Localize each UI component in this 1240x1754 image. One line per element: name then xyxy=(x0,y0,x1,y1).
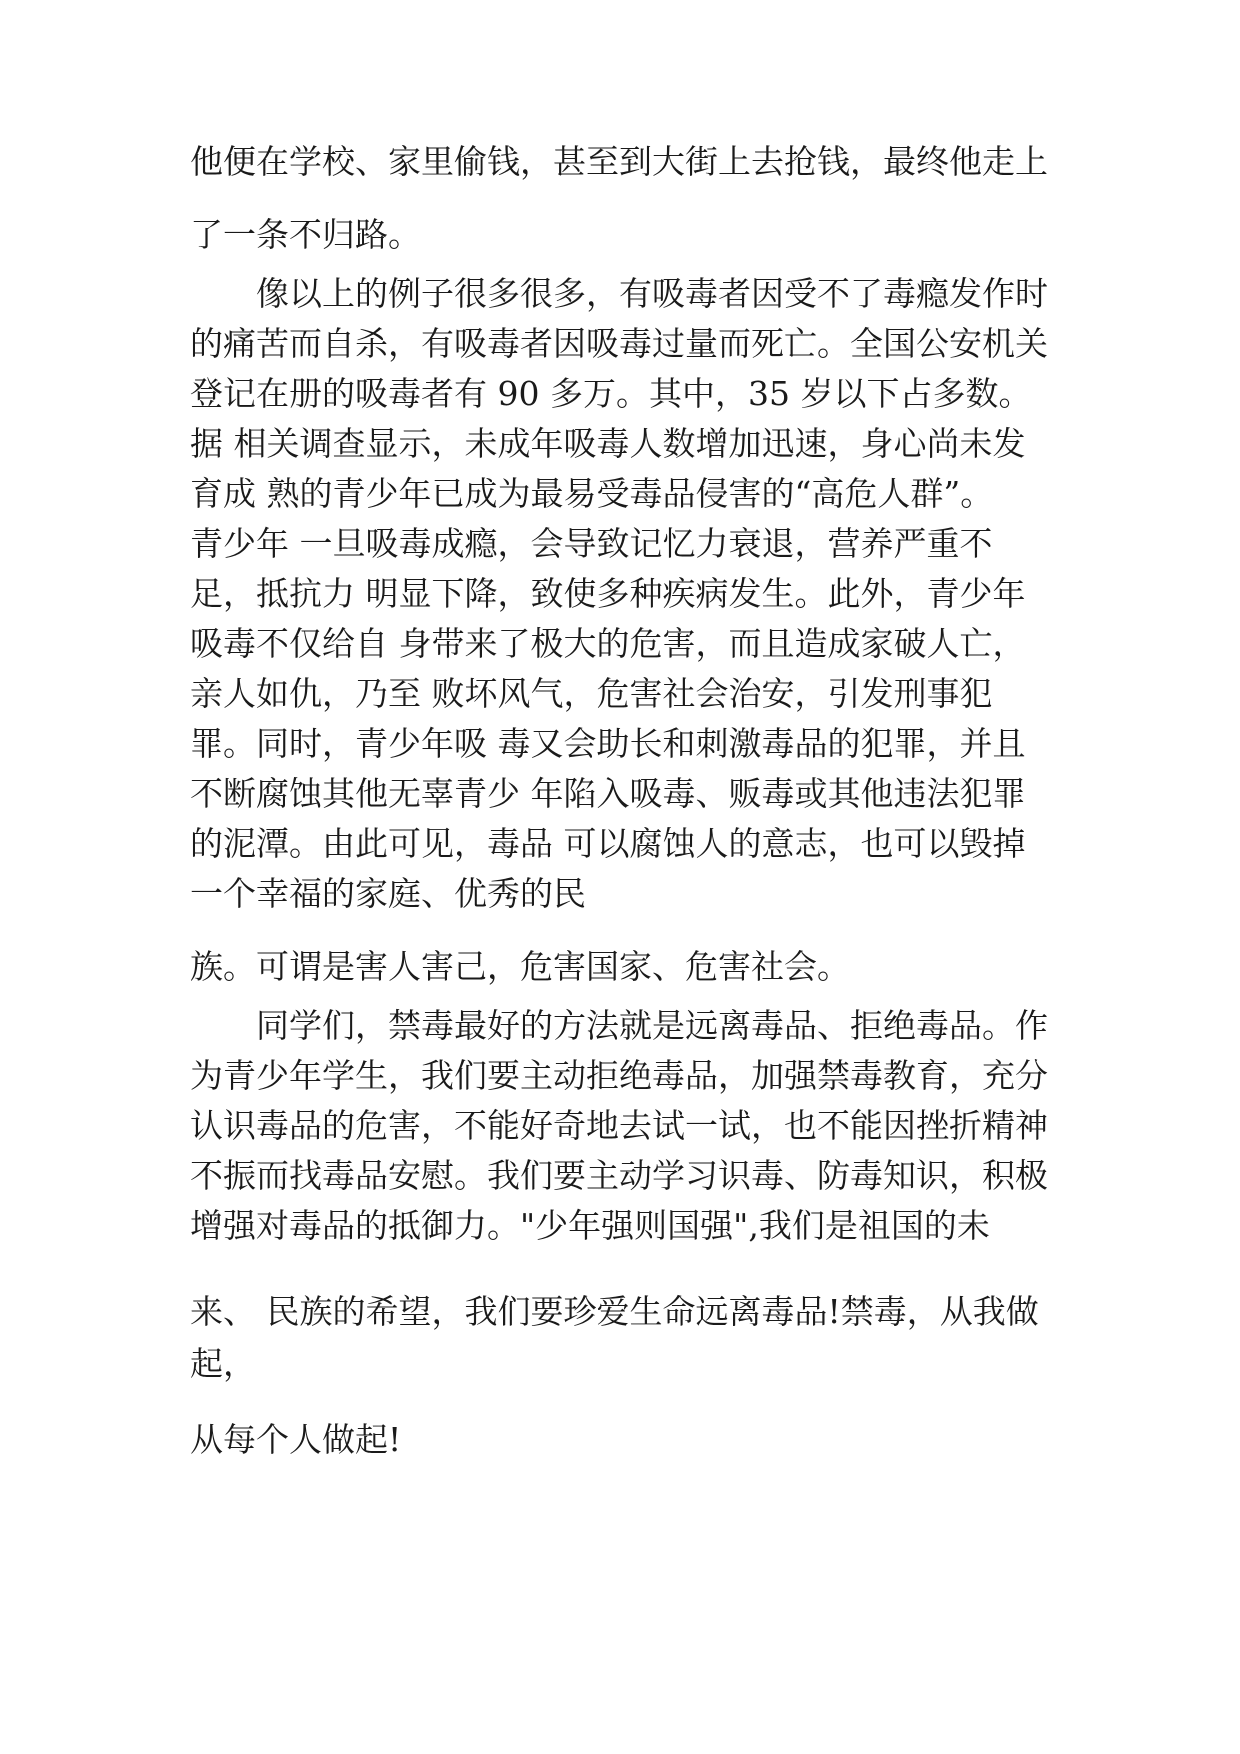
text-line: 据 相关调查显示，未成年吸毒人数增加迅速，身心尚未发 xyxy=(190,424,1026,463)
text-line: 育成 熟的青少年已成为最易受毒品侵害的“高危人群”。 xyxy=(190,474,994,513)
text-line: 认识毒品的危害，不能好奇地去试一试，也不能因挫折精神 xyxy=(190,1106,1048,1145)
text-line: 足，抵抗力 明显下降，致使多种疾病发生。此外，青少年 xyxy=(190,574,1026,613)
text-line: 像以上的例子很多很多，有吸毒者因受不了毒瘾发作时 xyxy=(190,274,1048,313)
text-line: 同学们，禁毒最好的方法就是远离毒品、拒绝毒品。作 xyxy=(190,1006,1048,1045)
text-line: 不振而找毒品安慰。我们要主动学习识毒、防毒知识，积极 xyxy=(190,1156,1048,1195)
text-line: 了一条不归路。 xyxy=(190,215,421,254)
text-line: 为青少年学生，我们要主动拒绝毒品，加强禁毒教育，充分 xyxy=(190,1056,1048,1095)
text-line: 的痛苦而自杀，有吸毒者因吸毒过量而死亡。全国公安机关 xyxy=(190,324,1048,363)
text-line: 青少年 一旦吸毒成瘾，会导致记忆力衰退，营养严重不 xyxy=(190,524,993,563)
text-line: 不断腐蚀其他无辜青少 年陷入吸毒、贩毒或其他违法犯罪 xyxy=(190,774,1026,813)
text-line: 增强对毒品的抵御力。"少年强则国强",我们是祖国的未 xyxy=(190,1206,990,1245)
text-line: 起， xyxy=(190,1344,256,1383)
text-line: 登记在册的吸毒者有 90 多万。其中，35 岁以下占多数。 xyxy=(190,374,1032,413)
text-line: 吸毒不仅给自 身带来了极大的危害，而且造成家破人亡， xyxy=(190,624,1026,663)
text-line: 的泥潭。由此可见，毒品 可以腐蚀人的意志，也可以毁掉 xyxy=(190,824,1026,863)
text-line: 来、 民族的希望，我们要珍爱生命远离毒品!禁毒，从我做 xyxy=(190,1292,1039,1331)
text-line: 从每个人做起! xyxy=(190,1420,402,1459)
text-line: 族。可谓是害人害己，危害国家、危害社会。 xyxy=(190,947,850,986)
text-line: 罪。同时，青少年吸 毒又会助长和刺激毒品的犯罪，并且 xyxy=(190,724,1026,763)
text-line: 一个幸福的家庭、优秀的民 xyxy=(190,874,586,913)
text-line: 他便在学校、家里偷钱，甚至到大街上去抢钱，最终他走上 xyxy=(190,142,1048,181)
text-line: 亲人如仇，乃至 败坏风气，危害社会治安，引发刑事犯 xyxy=(190,674,993,713)
